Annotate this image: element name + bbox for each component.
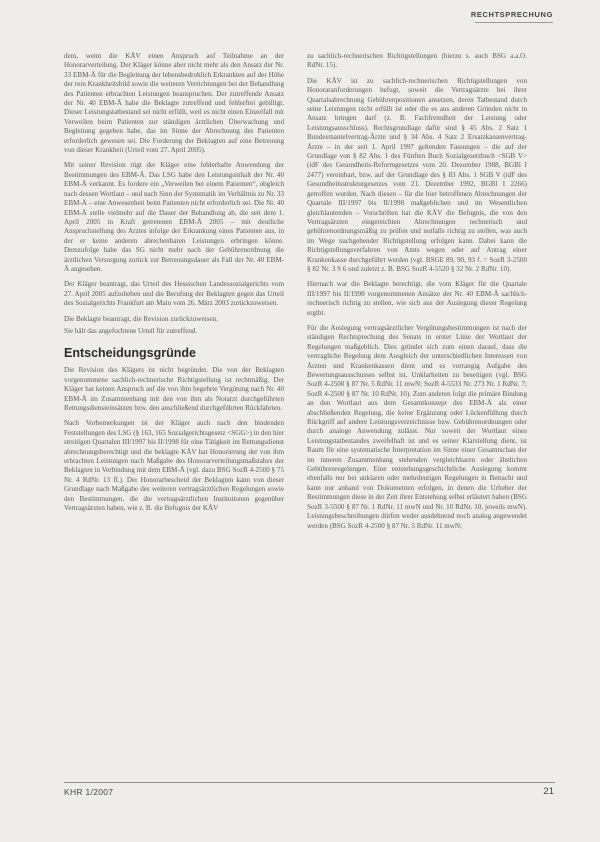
section-header: RECHTSPRECHUNG <box>470 10 553 19</box>
left-column <box>64 52 284 519</box>
paragraph: Die Revision des Klägers ist nicht begründet. Die von der Beklagten vorgenommene sachlich-rechnerische Richtigstellung ist rechtmäßig. Der Kläger hat keinen Anspruch auf die von ihm begehrte Vergütung nach Nr. 40 EBM-Ä im Zusammenhang mit den von ihm als Notarzt durchgeführten Rettungsdiensteinsätzen bzw. den anschließend durchgeführten Rückfahrten. <box>64 366 284 412</box>
paragraph: Für die Auslegung vertragsärztlicher Vergütungsbestimmungen ist nach der ständigen Rechtsprechung des Senats in erster Linie der Wortlaut der Regelungen maßgeblich. Dies gründet sich zum einen darauf, dass die vertragliche Regelung dem Ausgleich der unterschiedlichen Interessen von Ärzten und Krankenkassen dient und es vorrangig Aufgabe des Bewertungsausschusses selbst ist, Unklarheiten zu beseitigen (vgl. BSG SozR 4-2500 § 87 Nr. 5 RdNr. 11 mwN; SozR 4-5533 Nr. 273 Nr. 1 RdNr. 7; SozR 4-2500 § 87 Nr. 10 RdNr. 10). Zum anderen folgt die primäre Bindung an den Wortlaut aus dem Gesamtkonzept des EBM-Ä als einer abschließenden Regelung, die keine Ergänzung oder Lückenfüllung durch Rückgriff auf andere Leistungsverzeichnisse bzw. Gebührenordnungen oder durch analoge Anwendung zulässt. Nur soweit der Wortlaut eines Leistungstatbestandes zweifelhaft ist und es seiner Klarstellung dient, ist Raum für eine systematische Interpretation im Sinne einer Gesamtschau der im inneren Zusammenhang stehenden vergleichbaren oder ähnlichen Gebührenregelungen. Eine entstehungsgeschichtliche Auslegung kommt ebenfalls nur bei unklaren oder mehrdeutigen Regelungen in Betracht und kann nur anhand von Dokumenten erfolgen, in denen die Urheber der Bestimmungen diese in der Zeit ihrer Entstehung selbst erläutert haben (BSG SozR 3-5500 § 87 Nr. 1 RdNr. 11 mwN und Nr. 10 RdNr. 10, jeweils mwN). Leistungsbeschreibungen dürfen weder ausdehnend noch analog angewendet werden (BSG SozR 4-2500 § 87 Nr. 5 RdNr. 11 mwN; <box>307 323 527 530</box>
paragraph: dem, wenn die KÄV einen Anspruch auf Teilnahme an der Honorarverteilung. Der Kläger könne aber nicht mehr als den Ansatz der Nr. 33 EBM-Ä für die Begleitung der lebensbedrohlich Erkrankten auf der Höhe der rein Krankheitsbild sowie die weiteren Verrichtungen bei der Behandlung des Patienten erbrachten Leistungen beanspruchen. Der zutreffende Ansatz der Nr. 40 EBM-Ä habe die Beklagte zutreffend und fehlerfrei gebilligt. Dieser Leistungstatbestand sei nicht erfüllt, weil es nicht einen Einzelfall mit Verweilen beim Patienten zur ständigen ärztlichen Überwachung und Begleitung gegeben habe, das im Sinne der Abrechnung des Patienten erforderlich gewesen sei. Die Forderung der Beklagten auf eine Betreuung von dieser Krankheit (Urteil vom 27. April 2005). <box>64 52 284 155</box>
page-number: 21 <box>543 786 554 797</box>
paragraph: Hiernach war die Beklagte berechtigt, die vom Kläger für die Quartale III/1997 bis II/1998 vorgenommenen Ansätze der Nr. 40 EBM-Ä sachlich-rechnerisch richtig zu stellen, wie sich aus der Auslegung dieser Regelung ergibt. <box>307 280 527 317</box>
paragraph: Der Kläger beantragt, das Urteil des Hessischen Landessozialgerichts vom 27. April 2005 aufzuheben und die Berufung der Beklagten gegen das Urteil des Sozialgerichts Frankfurt am Main vom 26. März 2003 zurückzuweisen. <box>64 280 284 308</box>
section-heading: Entscheidungsgründe <box>64 346 196 361</box>
right-column <box>307 52 527 537</box>
paragraph: Die Beklagte beantragt, die Revision zurückzuweisen. <box>64 314 218 323</box>
paragraph: Nach Vorbemerkungen ist der Kläger auch nach den bindenden Feststellungen des LSG (§ 163, 165 Sozialgerichtsgesetz <SGG>) in den hier streitigen Quartalen III/1997 bis II/1998 für eine Tätigkeit im Rettungsdienst abrechnungsberechtigt und die beklagte KÄV hat Honorierung der von ihm erbrachten Leistungen nach Maßgabe des Honorarverteilungsmaßstabes der Beklagten in Verbindung mit dem EBM-Ä (vgl. dazu BSG SozR 4-2500 § 75 Nr. 4 RdNr. 13 ff.). Der Honorarbescheid der Beklagten kann von dieser Grundlage nach Maßgabe des weiteren vertragsärztlichen Regelungen sowie den Bestimmungen, die die vertragsärztlichen Institutionen gegenüber Vertragsärzten haben, wie z. B. die Befugnis der KÄV <box>64 419 284 513</box>
paragraph: Sie hält das angefochtene Urteil für zutreffend. <box>64 326 198 335</box>
paragraph: zu sachlich-rechnerischen Richtigstellungen (hierzu s. auch BSG a.a.O. RdNr. 15). <box>307 52 527 70</box>
journal-issue: KHR 1/2007 <box>64 787 114 797</box>
paragraph: Mit seiner Revision rügt der Kläger eine fehlerhafte Anwendung der Bestimmungen des EBM-Ä. Das LSG habe den Leistungsinhalt der Nr. 40 EBM-Ä verkannt. Es fordere ein „Verweilen bei einem Patienten“, obgleich nach dessen Wortlaut – und nach Sinn der Systematik im Verhältnis zu Nr. 33 EBM-Ä – eine Anwesenheit beim Patienten nicht erforderlich sei. Die Nr. 40 EBM-Ä stelle vielmehr auf die Dauer der Behandlung ab, die seit dem 1. April 2005 in Kraft getretenen EBM-Ä 2005 – mit deutliche Anspruchstellung des Arztes infolge der Erkrankung eines Patienten aus, in der er keine anderen abrechenbaren Leistungen erbringen könne. Demzufolge habe das SG nicht mehr nach der Gebührenordnung die ärztlichen Versorgung zurück zur Betreuungsdauer als Fall der Nr. 40 EBM-Ä angesehen. <box>64 161 284 273</box>
footer-rule <box>64 782 555 783</box>
paragraph: Die KÄV ist zu sachlich-rechnerischen Richtigstellungen von Honoraranforderungen befugt, soweit die Vertragsärzte bei ihrer Quartalsabrechnung Gebührenpositionen ansetzen, deren Tatbestand durch seine Leistungen nicht erfüllt ist oder die es aus anderen Gründen nicht in Ansatz bringen darf (z. B. Fachfremdheit der Leistung oder Leistungsausschluss). Rechtsgrundlage dafür sind § 45 Abs. 2 Satz 1 Bundesmantelvertrag-Ärzte und § 34 Abs. 4 Satz 2 Ersatzkassenvertrag-Ärzte – in der seit 1. April 1997 geltenden Fassungen – die auf der Grundlage von § 82 Abs. 1 des Fünften Buch Sozialgesetzbuch <SGB V> (idF des Gesundheits-Reformgesetzes vom 20. Dezember 1988, BGBl I 2477) vereinbart, bzw. auf der Grundlage des § 83 Abs. 1 SGB V (idF des Gesundheitsstrukturgesetzes vom 21. Dezember 1992, BGBl I 2266) getroffen wurden. Nach diesen – für die hier betroffenen Abrechnungen der Quartale III/1997 bis II/1998 maßgeblichen und im Wesentlichen gleichlautenden – Vorschriften hat die KÄV die Befugnis, die von den Vertragsärzten eingereichten Abrechnungen rechnerisch und gebührenordnungsmäßig zu prüfen und notfalls richtig zu stellen, was auch im Wege nachgehender Richtigstellung erfolgen kann. Dabei kann die Richtigstellungsverfahren von Amts wegen oder auf Antrag einer Krankenkasse durchgeführt werden (vgl. BSGE 89, 90, 93 f. = SozR 3-2500 § 82 Nr. 3 S 6 und zuletzt z. B. BSG SozR 4-5520 § 32 Nr. 2 RdNr. 10). <box>307 76 527 273</box>
header-rule <box>475 22 553 23</box>
